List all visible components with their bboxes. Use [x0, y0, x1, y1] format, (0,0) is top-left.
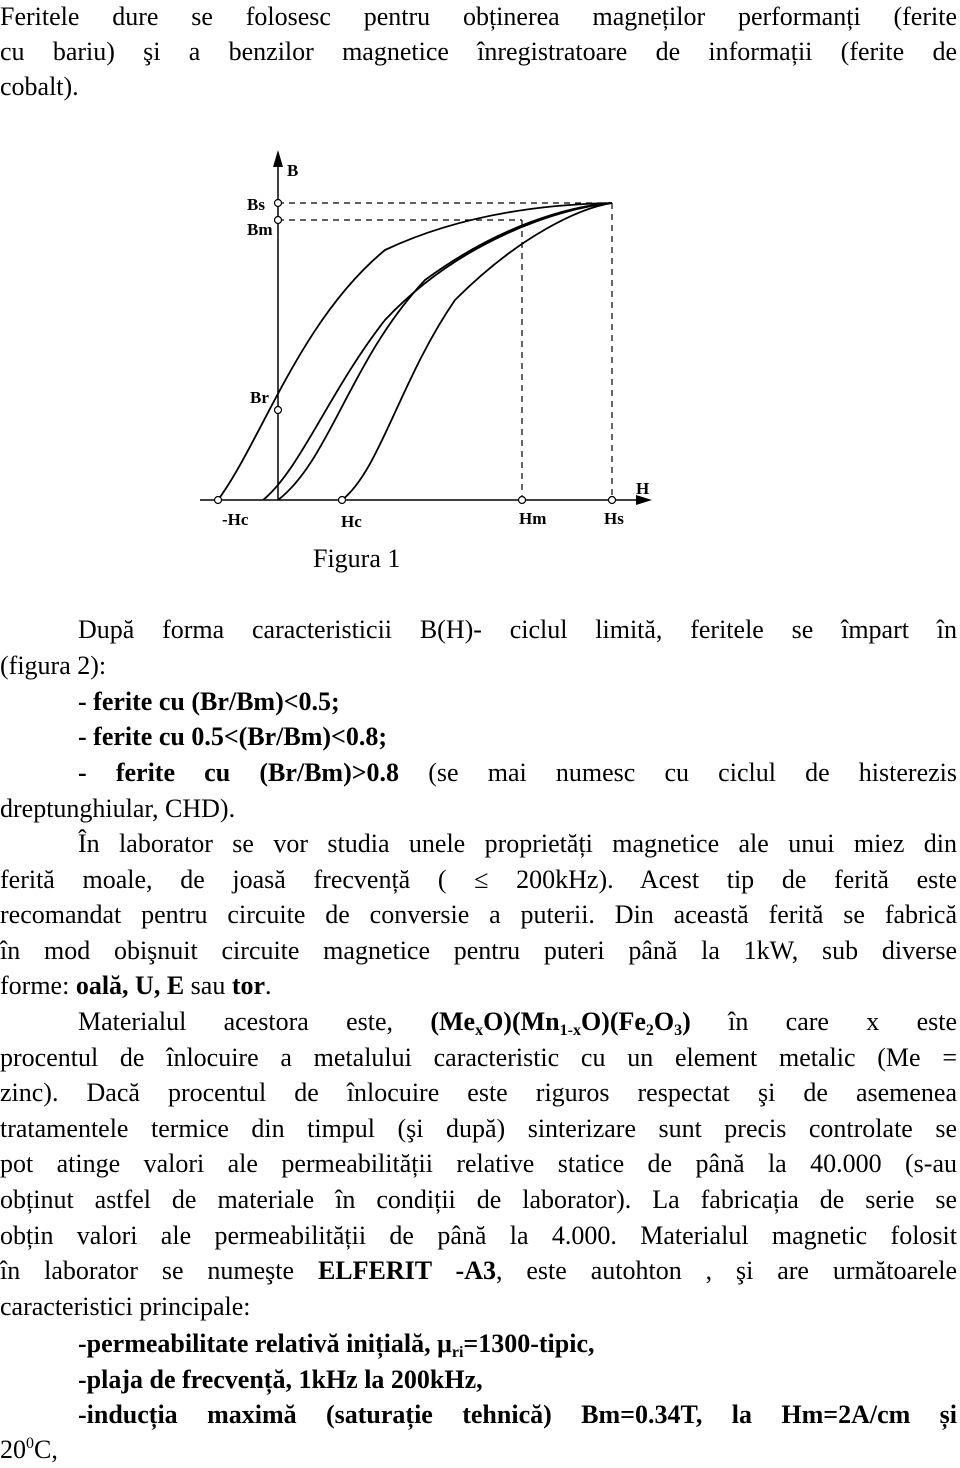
- label-b: B: [287, 161, 299, 180]
- br-point: [275, 407, 282, 414]
- p2-line-2: [0, 862, 957, 898]
- intro-line-2: cu bariu) şi a benzilor magnetice înregistratoare de informații (ferite de: [0, 37, 957, 66]
- p3-line-1-pre: Materialul acestora este,: [78, 1007, 393, 1036]
- intro-line-3: cobalt).: [0, 72, 79, 101]
- p2-line-4: în mod obişnuit circuite magnetice pentru puteri până la 1kW, sub diverse: [0, 936, 957, 965]
- hc-point: [339, 497, 346, 504]
- p2-line-2-a: ferită moale, de joasă frecvență (: [0, 865, 447, 894]
- shape-tor: tor: [231, 971, 266, 1000]
- p2-line-5-pre: forme:: [0, 971, 76, 1000]
- list-item-3-bold: - ferite cu (Br/Bm)>0.8: [78, 758, 400, 787]
- p2-line-5-mid: sau: [184, 971, 232, 1000]
- spec-frequency: -plaja de frecvență, 1kHz la 200kHz,: [78, 1365, 483, 1394]
- p2-line-1: În laborator se vor studia unele proprietăți magnetice ale unui miez din: [78, 829, 957, 858]
- label-hc: Hc: [341, 512, 362, 531]
- p3-line-3: zinc). Dacă procentul de înlocuire este riguros respectat şi de asemenea: [0, 1078, 957, 1107]
- p3-line-8: [0, 1253, 957, 1289]
- b-axis-arrow: [273, 150, 283, 167]
- label-hs: Hs: [604, 509, 624, 528]
- p2-line-5-end: .: [265, 971, 272, 1000]
- p3-line-8-pre: în laborator se numeşte: [0, 1256, 318, 1285]
- list-item-2: - ferite cu 0.5<(Br/Bm)<0.8;: [78, 722, 388, 751]
- bm-point: [275, 217, 282, 224]
- spec-permeability: -permeabilitate relativă inițială, $\mu_{ri}=1300$-tipic,: [78, 1329, 595, 1361]
- p2-line-3: recomandat pentru circuite de conversie a puterii. Din această ferită se fabrică: [0, 900, 957, 929]
- p3-line-1-post: în care x este: [728, 1007, 957, 1036]
- label-bs: Bs: [247, 195, 265, 214]
- label-br: Br: [250, 388, 269, 407]
- mu-symbol: μ: [437, 1329, 452, 1358]
- p2-line-2-b: 200kHz). Acest tip de ferită este: [516, 865, 957, 894]
- outer-loop-upper: [218, 203, 612, 500]
- bs-point: [275, 200, 282, 207]
- hm-point: [519, 497, 526, 504]
- p3-line-6: obținut astfel de materiale în condiții de laborator). La fabricația de serie se: [0, 1185, 957, 1214]
- p3-line-1: [78, 1004, 957, 1040]
- spec-temperature: $20^0C$,: [0, 1435, 58, 1464]
- p3-line-2: procentul de înlocuire a metalului caracteristic cu un element metalic (Me =: [0, 1043, 957, 1072]
- label-bm: Bm: [247, 220, 273, 239]
- p3-line-5: pot atinge valori ale permeabilității relative statice de până la 40.000 (s-au: [0, 1149, 957, 1178]
- hysteresis-figure: [0, 0, 960, 590]
- label-neg-hc: -Hc: [222, 510, 249, 529]
- p1-line-2: (figura 2):: [0, 651, 107, 680]
- chemical-formula: $(Me_xO)(Mn_{1-x}O)(Fe_2O_3)$: [430, 1007, 691, 1039]
- list-item-3-cont: dreptunghiular, CHD).: [0, 794, 236, 823]
- list-item-3: [78, 755, 957, 791]
- list-item-1: - ferite cu (Br/Bm)<0.5;: [78, 687, 340, 716]
- hs-point: [609, 497, 616, 504]
- neg-hc-point: [215, 497, 222, 504]
- p2-line-5: [0, 968, 957, 1004]
- spec-induction: -inducția maximă (saturație tehnică) Bm=0.34T, la Hm=2A/cm și: [78, 1400, 957, 1429]
- figure-caption: Figura 1: [313, 544, 401, 573]
- p3-line-4: tratamentele termice din timpul (şi după) sinterizare sunt precis controlate se: [0, 1114, 957, 1143]
- p1-line-1: După forma caracteristicii B(H)- ciclul limită, feritele se împart în: [78, 615, 957, 644]
- leq-symbol: ≤: [474, 865, 489, 894]
- p3-line-9: caracteristici principale:: [0, 1292, 251, 1321]
- p3-line-7: obțin valori ale permeabilității de până la 4.000. Materialul magnetic folosit: [0, 1221, 957, 1250]
- shapes-list: oală, U, E: [75, 971, 185, 1000]
- list-item-3-rest: (se mai numesc cu ciclul de histerezis: [428, 758, 957, 787]
- label-hm: Hm: [519, 509, 547, 528]
- outer-loop-lower: [278, 203, 612, 500]
- p3-line-8-post: , este autohton , şi are următoarele: [495, 1256, 958, 1285]
- intro-line-1: Feritele dure se folosesc pentru obținerea magneților performanți (ferite: [0, 2, 957, 31]
- label-h: H: [636, 479, 650, 498]
- material-name: ELFERIT -A3: [317, 1256, 496, 1285]
